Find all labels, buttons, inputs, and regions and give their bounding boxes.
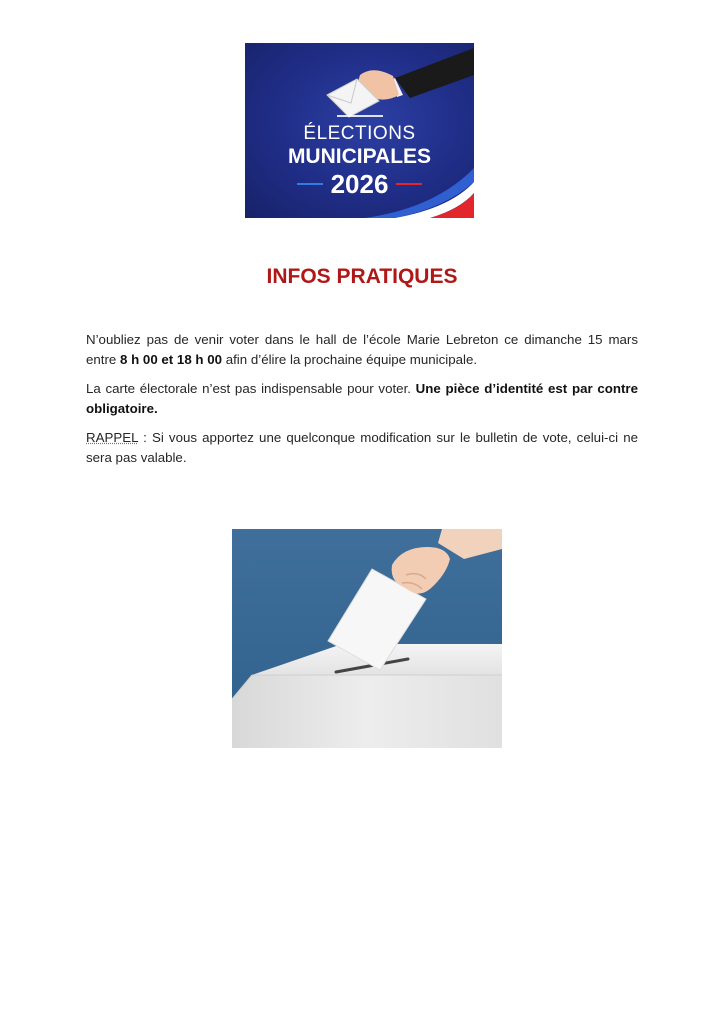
reminder-text: : Si vous apportez une quelconque modification sur le bulletin de vote, celui-ci ne sera pas valable. [86, 430, 638, 465]
banner-year-row [245, 170, 474, 198]
ballot-box-photo [232, 529, 502, 748]
paragraph1-text-end: afin d’élire la prochaine équipe municipale. [222, 352, 478, 367]
paragraph-id-required [86, 379, 638, 419]
elections-banner [245, 43, 474, 218]
paragraph-voting-location [86, 330, 638, 370]
banner-title-line2: MUNICIPALES [287, 145, 432, 168]
voting-hours: 8 h 00 et 18 h 00 [120, 352, 223, 367]
sleeve-shape [395, 48, 474, 98]
blue-dash [297, 183, 323, 185]
paragraph1-text: N’oubliez pas de venir voter dans le hall de l’école Marie Lebreton ce dimanche 15 mars entre [86, 332, 638, 367]
ballot-box-illustration [232, 529, 502, 748]
reminder-label: RAPPEL [86, 430, 138, 445]
box-front [232, 675, 502, 748]
info-text [86, 330, 638, 477]
id-required-notice: Une pièce d’identité est par contre obligatoire. [86, 381, 638, 416]
ballot-slot [337, 115, 383, 117]
banner-title-line1: ÉLECTIONS [303, 123, 416, 144]
paragraph-reminder [86, 428, 638, 468]
paragraph2-text: La carte électorale n’est pas indispensable pour voter. [86, 381, 416, 396]
red-dash [396, 183, 422, 185]
banner-year: 2026 [330, 169, 389, 199]
page-title: INFOS PRATIQUES [266, 265, 458, 288]
